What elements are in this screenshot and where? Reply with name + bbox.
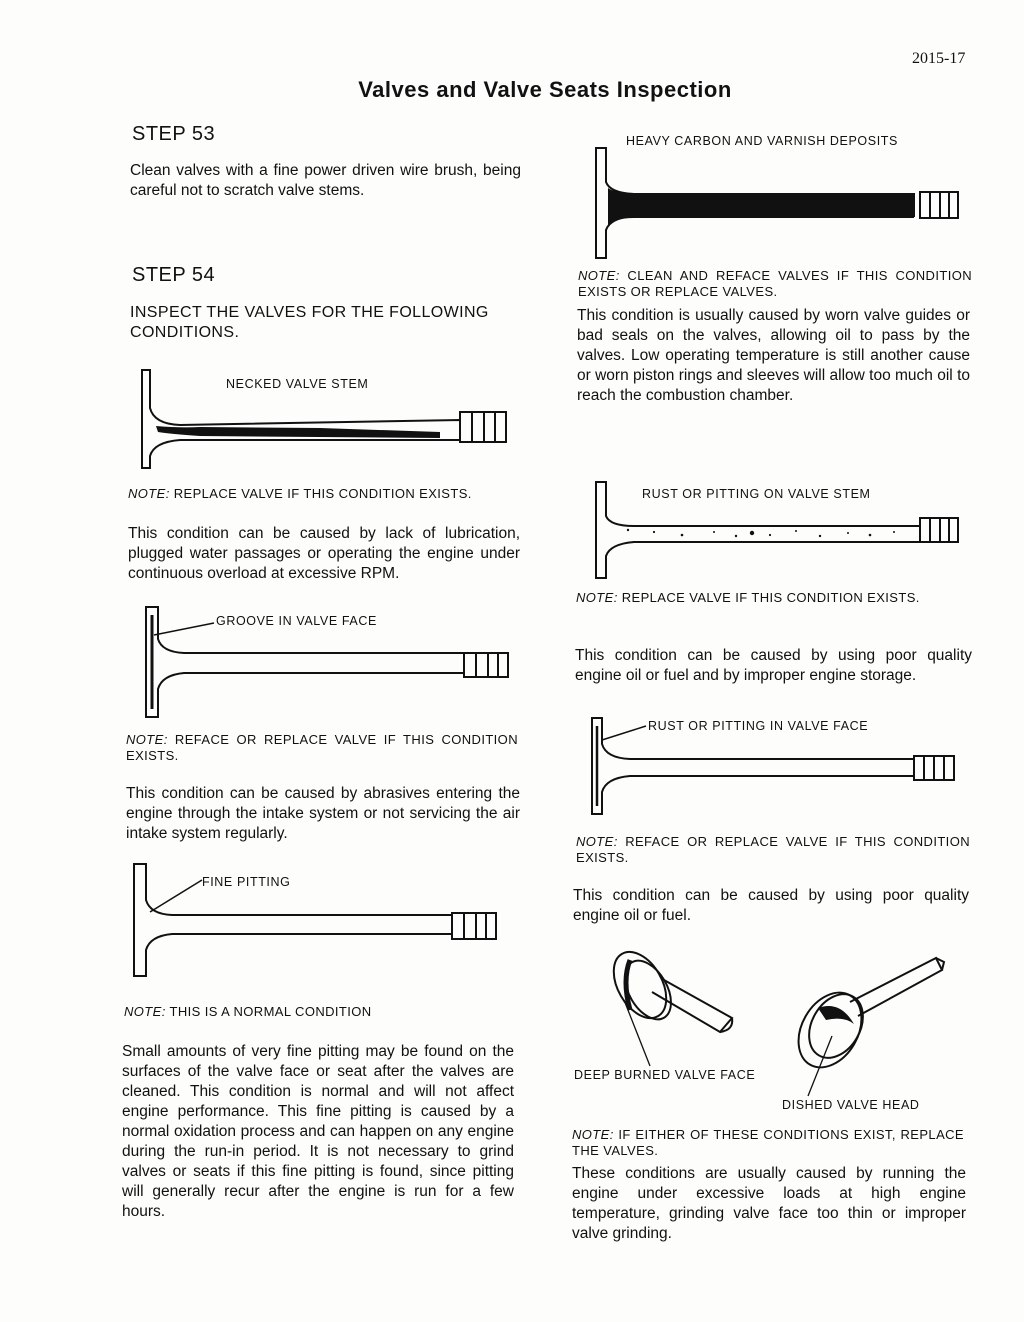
note-prefix: NOTE:: [128, 486, 170, 501]
burned-face-label: DEEP BURNED VALVE FACE: [574, 1068, 756, 1082]
fine-pitting-note: [124, 1004, 516, 1020]
note-text: REFACE OR REPLACE VALVE IF THIS CONDITION EXISTS.: [126, 732, 518, 763]
note-prefix: NOTE:: [126, 732, 168, 747]
page-number: 2015-17: [912, 50, 966, 67]
groove-valve-label: GROOVE IN VALVE FACE: [216, 614, 377, 628]
step-53-text: Clean valves with a fine power driven wire brush, being careful not to scratch valve stems.: [130, 162, 521, 199]
step-53-heading: STEP 53: [132, 123, 216, 145]
necked-valve-label: NECKED VALVE STEM: [226, 377, 369, 391]
rust-face-note: [576, 834, 970, 866]
page-title: Valves and Valve Seats Inspection: [358, 77, 732, 102]
note-text: CLEAN AND REFACE VALVES IF THIS CONDITION EXISTS OR REPLACE VALVES.: [578, 268, 973, 299]
groove-valve-note: [126, 732, 518, 764]
rust-stem-label: RUST OR PITTING ON VALVE STEM: [642, 487, 871, 501]
note-prefix: NOTE:: [578, 268, 620, 283]
note-prefix: NOTE:: [576, 590, 618, 605]
note-text: REPLACE VALVE IF THIS CONDITION EXISTS.: [621, 590, 920, 605]
necked-valve-note: [128, 486, 518, 502]
carbon-valve-illustration: [594, 146, 964, 261]
note-prefix: NOTE:: [124, 1004, 166, 1019]
note-prefix: NOTE:: [572, 1127, 614, 1142]
necked-valve-text: This condition can be caused by lack of lubrication, plugged water passages or operating the engine under continuous overload at excessive RPM.: [128, 525, 520, 582]
burned-text: These conditions are usually caused by running the engine under excessive loads at high engine temperature, grinding valve face too thin or improper valve grinding.: [572, 1165, 966, 1242]
groove-valve-text: This condition can be caused by abrasives entering the engine through the intake system or not servicing the air intake system regularly.: [126, 785, 520, 842]
note-text: REFACE OR REPLACE VALVE IF THIS CONDITION EXISTS.: [576, 834, 970, 865]
rust-face-text: This condition can be caused by using poor quality engine oil or fuel.: [573, 887, 969, 924]
carbon-valve-text: This condition is usually caused by worn valve guides or bad seals on the valves, allowing oil to pass by the valves. Low operating temperature is still another cause or worn piston rings and sleeves will allow too much oil to reach the combustion chamber.: [577, 307, 970, 404]
fine-pitting-illustration: [132, 862, 502, 980]
rust-stem-note: [576, 590, 972, 606]
burned-note: [572, 1127, 964, 1159]
carbon-valve-label: HEAVY CARBON AND VARNISH DEPOSITS: [626, 134, 898, 148]
rust-stem-text: This condition can be caused by using poor quality engine oil or fuel and by improper engine storage.: [575, 647, 972, 684]
rust-face-label: RUST OR PITTING IN VALVE FACE: [648, 719, 869, 733]
carbon-valve-note: [578, 268, 972, 300]
note-text: REPLACE VALVE IF THIS CONDITION EXISTS.: [173, 486, 472, 501]
fine-pitting-label: FINE PITTING: [202, 875, 291, 889]
step-54-heading: STEP 54: [132, 264, 216, 286]
note-text: IF EITHER OF THESE CONDITIONS EXIST, REPLACE THE VALVES.: [572, 1127, 964, 1158]
dished-head-label: DISHED VALVE HEAD: [782, 1098, 920, 1112]
step-54-text: INSPECT THE VALVES FOR THE FOLLOWING CONDITIONS.: [130, 304, 489, 341]
fine-pitting-text: Small amounts of very fine pitting may be found on the surfaces of the valve face or seat after the valves are cleaned. This condition is normal and will not affect engine performance. This fine pitting is caused by a normal oxidation process and can happen on any engine during the run-in period. It is not necessary to grind valves or seats if this fine pitting is found, since pitting will generally recur after the engine is run for a few hours.: [122, 1043, 514, 1220]
note-prefix: NOTE:: [576, 834, 618, 849]
note-text: THIS IS A NORMAL CONDITION: [169, 1004, 372, 1019]
